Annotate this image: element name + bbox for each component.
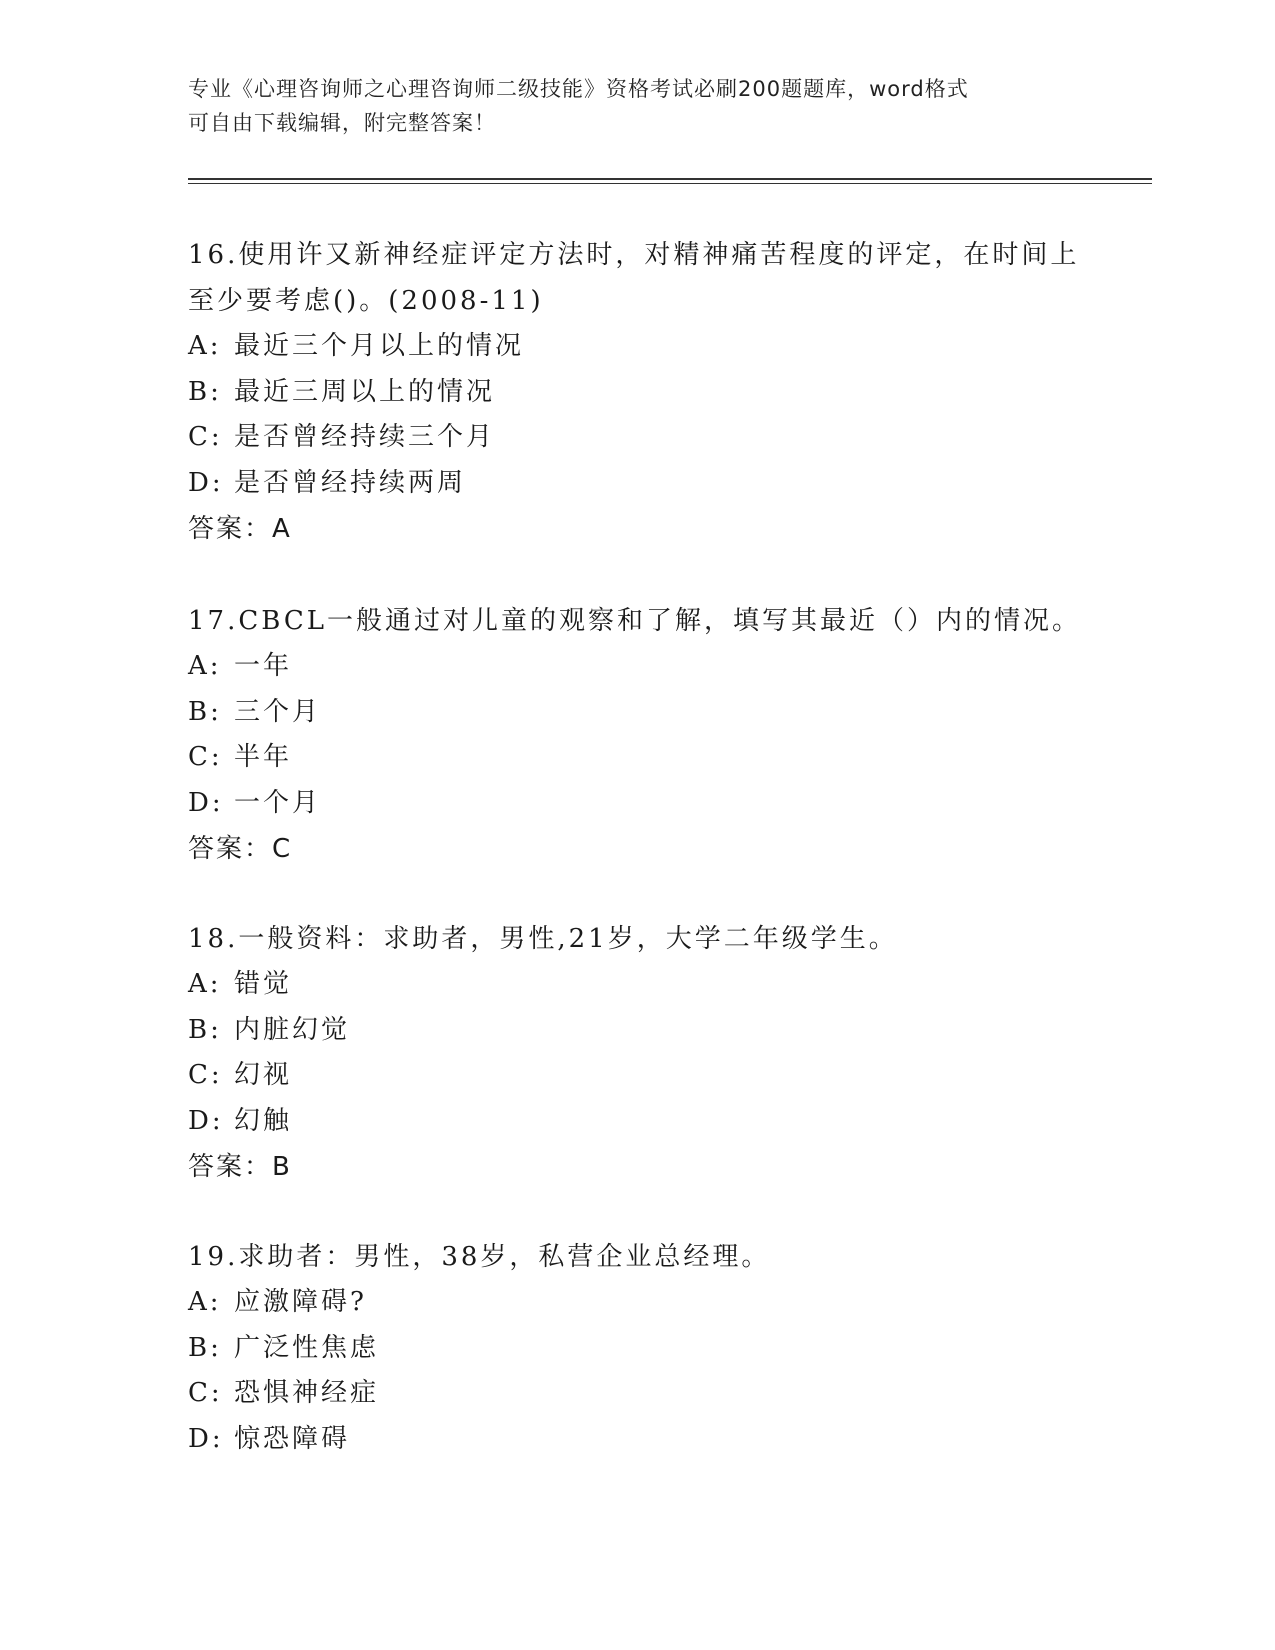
option-b xyxy=(188,1008,1088,1054)
question-16 xyxy=(188,232,1088,552)
option-key: A: xyxy=(188,331,222,361)
option-key: D: xyxy=(188,787,224,818)
option-a xyxy=(188,1280,1088,1326)
option-d xyxy=(188,1417,1088,1463)
header-divider-thin xyxy=(188,183,1152,184)
option-c xyxy=(188,1371,1088,1417)
question-stem xyxy=(188,232,1088,324)
option-key: B: xyxy=(188,696,222,727)
option-text: 一个月 xyxy=(234,787,322,818)
option-text: 广泛性焦虑 xyxy=(234,1332,380,1363)
option-text: 三个月 xyxy=(234,696,322,727)
option-text: 最近三个月以上的情况 xyxy=(234,331,525,361)
option-key: D: xyxy=(188,1105,224,1136)
option-key: D: xyxy=(188,467,224,498)
option-key: A: xyxy=(188,1287,222,1317)
option-text: 应激障碍? xyxy=(234,1287,367,1317)
option-key: C: xyxy=(188,742,223,772)
answer-label: 答案：C xyxy=(188,834,293,864)
option-b xyxy=(188,1326,1088,1372)
option-key: A: xyxy=(188,651,222,681)
question-stem: 18.一般资料：求助者，男性,21岁，大学二年级学生。 xyxy=(188,924,898,954)
question-stem-line-2: 至少要考虑()。(2008-11) xyxy=(188,286,544,316)
question-19 xyxy=(188,1234,1088,1462)
option-key: C: xyxy=(188,1060,223,1090)
header-line-1: 专业《心理咨询师之心理咨询师二级技能》资格考试必刷200题题库，word格式 xyxy=(188,77,969,101)
option-text: 内脏幻觉 xyxy=(234,1014,351,1045)
option-a xyxy=(188,324,1088,370)
answer-label: 答案：A xyxy=(188,514,292,544)
option-text: 是否曾经持续三个月 xyxy=(234,422,496,452)
option-text: 半年 xyxy=(234,742,293,772)
option-text: 是否曾经持续两周 xyxy=(234,467,467,498)
option-d xyxy=(188,1099,1088,1145)
option-key: C: xyxy=(188,422,223,452)
question-stem: 19.求助者：男性，38岁，私营企业总经理。 xyxy=(188,1242,771,1272)
option-b xyxy=(188,690,1088,736)
option-key: C: xyxy=(188,1378,223,1408)
header-divider-thick xyxy=(188,178,1152,180)
header-line-2: 可自由下载编辑，附完整答案！ xyxy=(188,111,496,135)
question-stem-line-1: 16.使用许又新神经症评定方法时，对精神痛苦程度的评定，在时间上 xyxy=(188,240,1080,270)
option-key: A: xyxy=(188,969,222,999)
option-key: D: xyxy=(188,1423,224,1454)
document-header xyxy=(188,72,1088,140)
option-text: 惊恐障碍 xyxy=(234,1423,351,1454)
option-d xyxy=(188,781,1088,827)
option-text: 错觉 xyxy=(234,969,293,999)
option-text: 幻触 xyxy=(234,1105,293,1136)
option-text: 恐惧神经症 xyxy=(234,1378,380,1408)
option-key: B: xyxy=(188,376,222,407)
option-d xyxy=(188,461,1088,507)
option-b xyxy=(188,370,1088,416)
option-a xyxy=(188,644,1088,690)
option-text: 一年 xyxy=(234,651,293,681)
option-c xyxy=(188,415,1088,461)
option-text: 最近三周以上的情况 xyxy=(234,376,496,407)
answer-label: 答案：B xyxy=(188,1152,292,1182)
option-c xyxy=(188,1053,1088,1099)
question-18 xyxy=(188,916,1088,1190)
option-a xyxy=(188,962,1088,1008)
option-text: 幻视 xyxy=(234,1060,293,1090)
option-key: B: xyxy=(188,1332,222,1363)
option-c xyxy=(188,735,1088,781)
option-key: B: xyxy=(188,1014,222,1045)
question-stem: 17.CBCL一般通过对儿童的观察和了解，填写其最近（）内的情况。 xyxy=(188,606,1081,636)
question-17 xyxy=(188,598,1088,872)
